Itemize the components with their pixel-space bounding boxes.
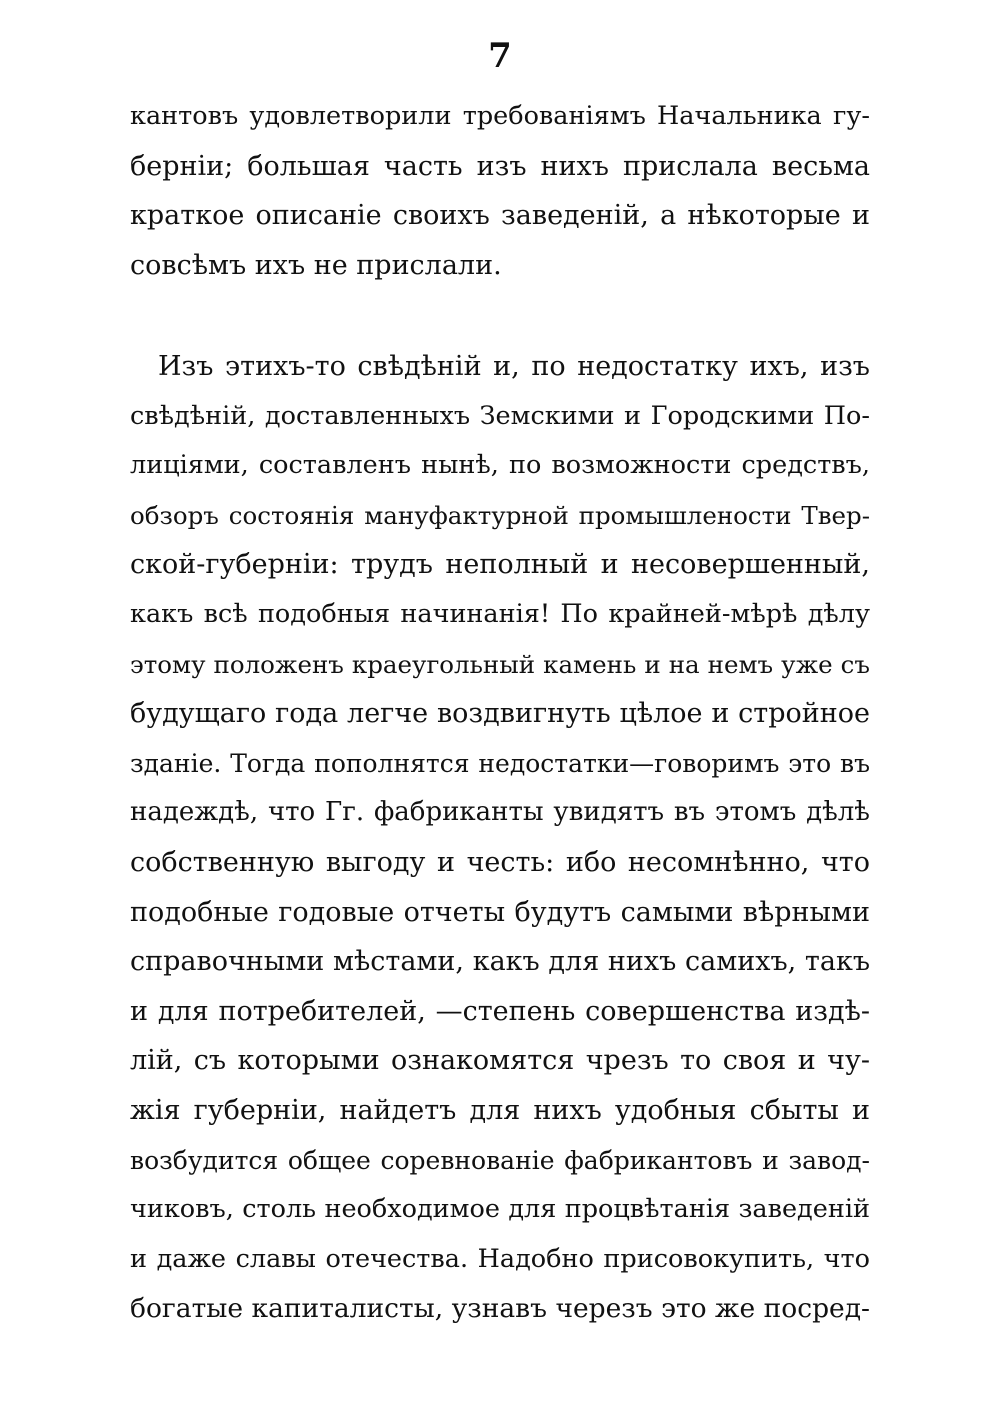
text-line: и для потребителей, —степень совершенства издѣ- bbox=[130, 995, 870, 1027]
text-line: надеждѣ, что Гг. фабриканты увидятъ въ этомъ дѣлѣ bbox=[130, 797, 870, 828]
text-line: подобные годовые отчеты будутъ самыми вѣрными bbox=[130, 896, 870, 928]
text-line: свѣдѣній, доставленныхъ Земскими и Городскими По- bbox=[130, 400, 870, 431]
paragraph-1 bbox=[130, 92, 870, 290]
text-line: обзоръ состоянія мануфактурной промышлености Твер- bbox=[130, 500, 870, 530]
text-line: справочными мѣстами, какъ для нихъ самихъ, такъ bbox=[130, 946, 870, 978]
text-line: жія губерніи, найдетъ для нихъ удобныя сбыты и bbox=[130, 1094, 870, 1126]
text-line: и даже славы отечества. Надобно присовокупить, что bbox=[130, 1243, 870, 1274]
text-line: какъ всѣ подобныя начинанія! По крайней-мѣрѣ дѣлу bbox=[130, 598, 870, 629]
text-line: будущаго года легче воздвигнуть цѣлое и стройное bbox=[130, 698, 870, 730]
text-line: зданіе. Тогда пополнятся недостатки—говоримъ это въ bbox=[130, 748, 870, 778]
text-line: Изъ этихъ-то свѣдѣній и, по недостатку ихъ, изъ bbox=[158, 351, 870, 382]
text-line: богатые капиталисты, узнавъ черезъ это же посред- bbox=[130, 1293, 870, 1325]
text-line: лиціями, составленъ нынѣ, по возможности средствъ, bbox=[130, 450, 870, 481]
paragraph-2 bbox=[130, 342, 870, 1334]
page-number: 7 bbox=[488, 36, 512, 76]
text-line: краткое описаніе своихъ заведеній, а нѣкоторые и bbox=[130, 200, 870, 232]
text-line: этому положенъ краеугольный камень и на немъ уже съ bbox=[130, 649, 870, 679]
text-line: собственную выгоду и честь: ибо несомнѣнно, что bbox=[130, 846, 870, 878]
text-line: лій, съ которыми ознакомятся чрезъ то своя и чу- bbox=[130, 1045, 870, 1077]
text-line: совсѣмъ ихъ не прислали. bbox=[130, 249, 502, 281]
text-line: возбудится общее соревнованіе фабрикантовъ и завод- bbox=[130, 1145, 870, 1175]
text-line: ской-губерніи: трудъ неполный и несовершенный, bbox=[130, 549, 870, 581]
text-line: чиковъ, столь необходимое для процвѣтанія заведеній bbox=[130, 1194, 870, 1225]
text-line: берніи; большая часть изъ нихъ прислала весьма bbox=[130, 150, 870, 182]
text-line: кантовъ удовлетворили требованіямъ Начальника гу- bbox=[130, 101, 870, 131]
